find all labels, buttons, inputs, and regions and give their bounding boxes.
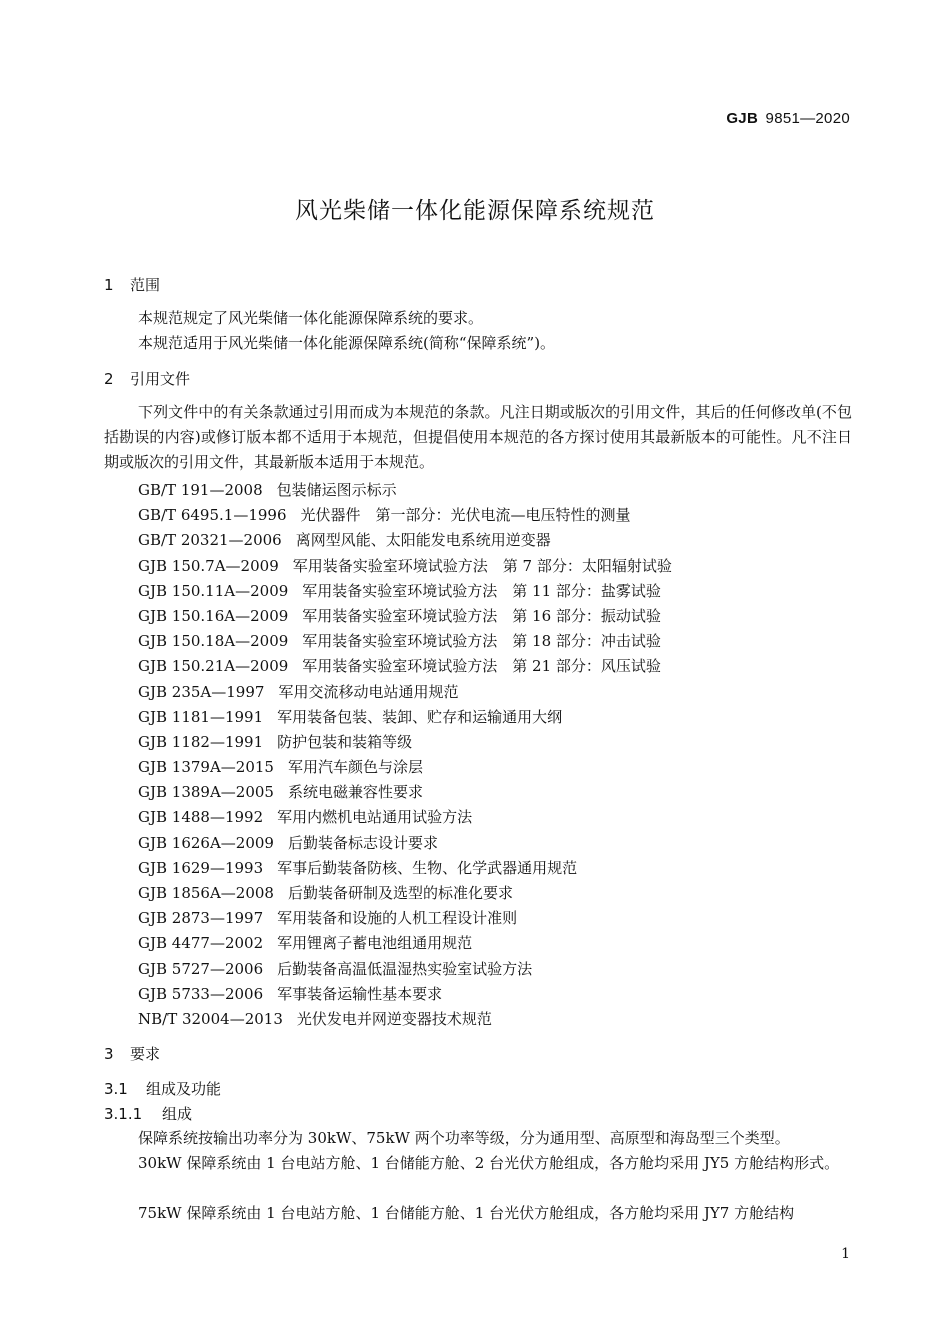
reference-item: GJB 2873—1997 军用装备和设施的人机工程设计准则 (138, 909, 518, 928)
reference-item: GJB 1488—1992 军用内燃机电站通用试验方法 (138, 808, 473, 827)
reference-item: GJB 1379A—2015 军用汽车颜色与涂层 (138, 758, 423, 777)
reference-item: GJB 150.11A—2009 军用装备实验室环境试验方法 第 11 部分：盐雾试验 (138, 581, 661, 600)
subsection-number: 3.1.1 (104, 1105, 143, 1123)
reference-item: GJB 150.21A—2009 军用装备实验室环境试验方法 第 21 部分：风压试验 (138, 657, 661, 676)
paragraph: 保障系统按输出功率分为 30kW、75kW 两个功率等级，分为通用型、高原型和海岛型三个类型。 (138, 1129, 790, 1147)
subsection-3-1-heading (104, 1078, 221, 1099)
reference-item: GJB 150.18A—2009 军用装备实验室环境试验方法 第 18 部分：冲击试验 (138, 632, 661, 651)
reference-item: NB/T 32004—2013 光伏发电并网逆变器技术规范 (138, 1009, 492, 1028)
subsection-3-1-1-heading (104, 1103, 192, 1124)
standard-code (726, 110, 850, 127)
page-number: 1 (841, 1246, 850, 1262)
document-title: 风光柴储一体化能源保障系统规范 (295, 198, 655, 224)
section-3-heading (104, 1043, 160, 1064)
subsection-title: 组成及功能 (146, 1080, 222, 1098)
section-number: 2 (104, 370, 114, 388)
section-2-intro: 下列文件中的有关条款通过引用而成为本规范的条款。凡注日期或版次的引用文件，其后的任何修改单(不包括勘误的内容)或修订版本都不适用于本规范，但提倡使用本规范的各方探讨使用其最新版本的可能性。凡不注日期或版次的引用文件，其最新版本适用于本规范。 (104, 403, 852, 471)
reference-item: GJB 150.7A—2009 军用装备实验室环境试验方法 第 7 部分：太阳辐射试验 (138, 556, 672, 575)
reference-item: GJB 1626A—2009 后勤装备标志设计要求 (138, 833, 438, 852)
reference-item: GJB 1182—1991 防护包装和装箱等级 (138, 732, 413, 751)
reference-item: GB/T 6495.1—1996 光伏器件 第一部分：光伏电流—电压特性的测量 (138, 506, 631, 525)
reference-item: GJB 5727—2006 后勤装备高温低温湿热实验室试验方法 (138, 959, 533, 978)
reference-item: GJB 150.16A—2009 军用装备实验室环境试验方法 第 16 部分：振动试验 (138, 606, 661, 625)
section-title: 范围 (130, 276, 161, 294)
section-title: 要求 (130, 1045, 161, 1063)
section-title: 引用文件 (130, 370, 191, 388)
reference-item: GB/T 191—2008 包装储运图示标示 (138, 481, 397, 499)
section-2-heading (104, 368, 190, 389)
paragraph: 本规范适用于风光柴储一体化能源保障系统(简称“保障系统”)。 (138, 334, 556, 352)
reference-item: GJB 1181—1991 军用装备包装、装卸、贮存和运输通用大纲 (138, 707, 563, 726)
section-number: 3 (104, 1045, 114, 1063)
reference-item: GB/T 20321—2006 离网型风能、太阳能发电系统用逆变器 (138, 531, 551, 550)
reference-item: GJB 1629—1993 军事后勤装备防核、生物、化学武器通用规范 (138, 858, 578, 877)
standard-prefix: GJB (726, 110, 759, 127)
section-1-heading (104, 274, 160, 295)
paragraph: 30kW 保障系统由 1 台电站方舱、1 台储能方舱、2 台光伏方舱组成，各方舱均采用 JY5 方舱结构形式。 (138, 1154, 840, 1172)
reference-item: GJB 4477—2002 军用锂离子蓄电池组通用规范 (138, 934, 473, 953)
subsection-number: 3.1 (104, 1080, 128, 1098)
reference-list (138, 478, 672, 1032)
section-number: 1 (104, 276, 114, 294)
reference-item: GJB 1856A—2008 后勤装备研制及选型的标准化要求 (138, 884, 513, 902)
reference-item: GJB 1389A—2005 系统电磁兼容性要求 (138, 783, 423, 802)
paragraph: 75kW 保障系统由 1 台电站方舱、1 台储能方舱、1 台光伏方舱组成，各方舱均采用 JY7 方舱结构 (138, 1204, 795, 1222)
reference-item: GJB 5733—2006 军事装备运输性基本要求 (138, 984, 443, 1003)
reference-item: GJB 235A—1997 军用交流移动电站通用规范 (138, 682, 459, 701)
paragraph: 本规范规定了风光柴储一体化能源保障系统的要求。 (138, 309, 484, 327)
subsection-title: 组成 (162, 1105, 193, 1123)
standard-number: 9851—2020 (765, 110, 850, 127)
